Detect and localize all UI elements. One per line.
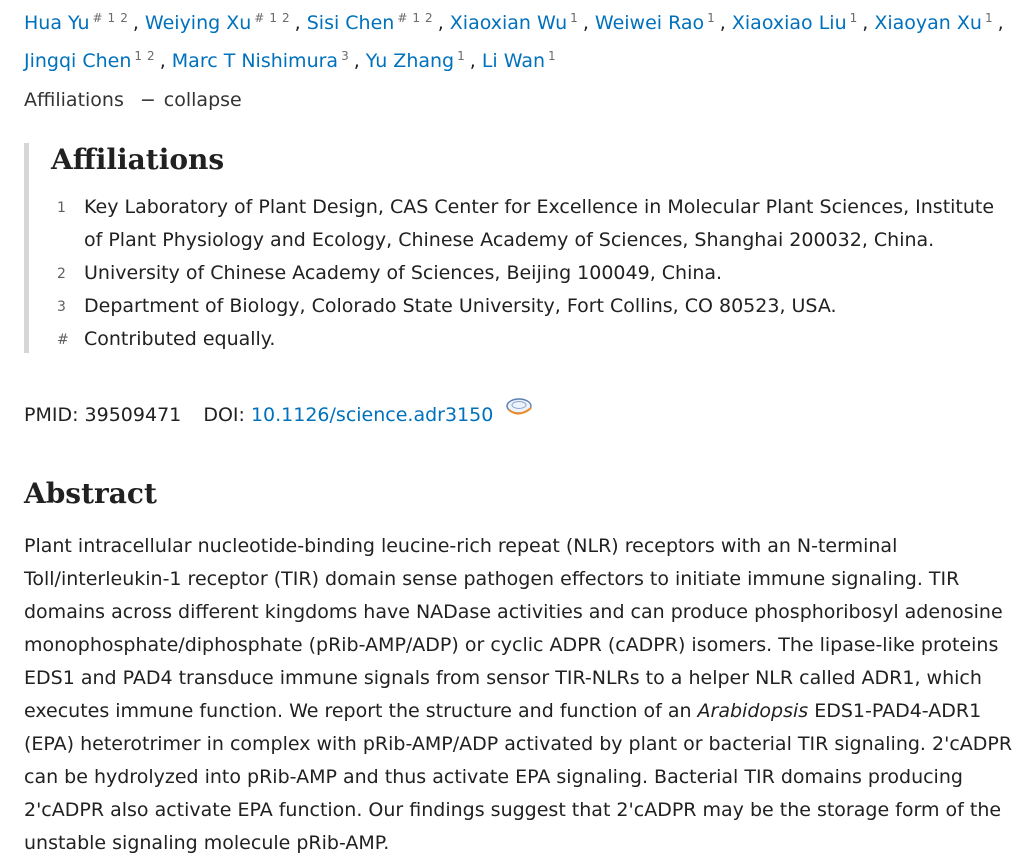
author-affiliation-refs: [707, 11, 720, 25]
author-affiliation-refs: [341, 49, 354, 63]
affiliation-item: [51, 191, 1009, 257]
affiliation-item: [51, 290, 1009, 323]
affiliation-ref[interactable]: 1: [412, 11, 421, 25]
affiliation-ref[interactable]: 1: [134, 49, 143, 63]
abstract-italic-term: Arabidopsis: [697, 700, 809, 722]
author-affiliation-refs: [254, 11, 294, 25]
author-link[interactable]: Jingqi Chen: [24, 50, 132, 72]
author-link[interactable]: Xiaoyan Xu: [874, 12, 982, 34]
affiliation-ref[interactable]: 2: [120, 11, 128, 25]
author-link[interactable]: Weiying Xu: [144, 12, 252, 34]
affiliations-panel: [24, 143, 1009, 353]
author-link[interactable]: Xiaoxiao Liu: [731, 12, 847, 34]
author-link[interactable]: Xiaoxian Wu: [449, 12, 568, 34]
author-affiliation-refs: [457, 49, 470, 63]
affiliations-toggle-action: collapse: [163, 89, 242, 111]
affiliations-toggle[interactable]: [24, 86, 242, 114]
author-link[interactable]: Yu Zhang: [365, 50, 455, 72]
affiliation-number: 2: [57, 266, 66, 282]
affiliation-ref[interactable]: 2: [425, 11, 433, 25]
affiliation-ref[interactable]: 1: [707, 11, 715, 25]
author-affiliation-refs: [92, 11, 132, 25]
article-identifiers: [24, 396, 535, 431]
affiliation-ref[interactable]: 3: [341, 49, 349, 63]
author-affiliation-refs: [850, 11, 863, 25]
pmid-label: PMID:: [24, 404, 79, 426]
affiliations-heading: Affiliations: [51, 143, 225, 176]
pmid-value: 39509471: [84, 404, 182, 426]
affiliation-ref[interactable]: 1: [457, 49, 465, 63]
author-affiliation-refs: [548, 49, 561, 63]
affiliation-number: #: [57, 332, 69, 348]
doi-label: DOI:: [203, 404, 245, 426]
author-affiliation-refs: [134, 49, 159, 63]
abstract-heading: Abstract: [24, 477, 157, 510]
affiliation-text: Contributed equally.: [84, 328, 276, 350]
affiliation-item: [51, 257, 1009, 290]
author-list: Hua Yu $^{\# 1 2}$ , Weiying Xu $^{\# 1 2}$ , Sisi Chen $^{\# 1 2}$ , Xiaoxian Wu $^1$ , Weiwei Rao $^1$ , Xiaoxiao Liu $^1$ , Xiaoyan Xu $^1$ , Jingqi Chen $^{1 2}$ , Marc T Nishimura $^3$ , Yu Zhang $^1$ , Li Wan $^1$: [24, 2, 1014, 78]
author-link[interactable]: Li Wan: [481, 50, 546, 72]
affiliations-toggle-label: Affiliations: [24, 89, 124, 111]
author-link[interactable]: Weiwei Rao: [594, 12, 705, 34]
affiliation-ref[interactable]: #: [254, 11, 265, 25]
affiliation-ref[interactable]: 1: [984, 11, 993, 25]
affiliation-text: Key Laboratory of Plant Design, CAS Center for Excellence in Molecular Plant Sciences, Institute of Plant Physiology and Ecology, Chinese Academy of Sciences, Shanghai 200032, China.: [84, 196, 995, 251]
author-link[interactable]: Marc T Nishimura: [171, 50, 339, 72]
affiliation-ref[interactable]: 1: [269, 11, 277, 25]
affiliation-text: Department of Biology, Colorado State University, Fort Collins, CO 80523, USA.: [84, 295, 837, 317]
affiliation-ref[interactable]: 2: [147, 49, 155, 63]
affiliation-ref[interactable]: 2: [282, 11, 290, 25]
author-affiliation-refs: [985, 11, 998, 25]
external-link-icon[interactable]: [505, 396, 535, 428]
abstract-text-part: Plant intracellular nucleotide-binding leucine-rich repeat (NLR) receptors with an N-terminal Toll/interleukin-1 receptor (TIR) domain sense pathogen effectors to initiate immune signaling. TIR domains across different kingdoms have NADase activities and can produce phosphoribosyl adenosine monophosphate/diphosphate (pRib-AMP/ADP) or cyclic ADPR (cADPR) isomers. The lipase-like proteins EDS1 and PAD4 transduce immune signals from sensor TIR-NLRs to a helper NLR called ADR1, which executes immune function. We report the structure and function of an: [24, 535, 1003, 722]
author-link[interactable]: Hua Yu: [24, 12, 90, 34]
affiliations-list: [51, 191, 1009, 356]
affiliation-ref[interactable]: 1: [570, 11, 578, 25]
affiliation-ref[interactable]: 1: [548, 49, 556, 63]
collapse-dash-icon: −: [139, 89, 156, 111]
doi-link[interactable]: 10.1126/science.adr3150: [250, 404, 494, 426]
affiliation-ref[interactable]: #: [397, 11, 408, 25]
affiliation-text: University of Chinese Academy of Sciences, Beijing 100049, China.: [84, 262, 723, 284]
affiliation-item: [51, 323, 1009, 356]
author-link[interactable]: Sisi Chen: [306, 12, 395, 34]
affiliation-number: 3: [57, 299, 66, 315]
affiliation-ref[interactable]: #: [92, 11, 103, 25]
affiliation-ref[interactable]: 1: [849, 11, 858, 25]
abstract-text: [24, 530, 1014, 860]
affiliation-ref[interactable]: 1: [107, 11, 116, 25]
affiliation-number: 1: [57, 200, 66, 216]
author-affiliation-refs: [397, 11, 437, 25]
abstract-text-part: EDS1-PAD4-ADR1 (EPA) heterotrimer in complex with pRib-AMP/ADP activated by plant or bacterial TIR signaling. 2'cADPR can be hydrolyzed into pRib-AMP and thus activate EPA signaling. Bacterial TIR domains producing 2'cADPR also activate EPA function. Our findings suggest that 2'cADPR may be the storage form of the unstable signaling molecule pRib-AMP.: [24, 700, 1013, 854]
author-affiliation-refs: [570, 11, 583, 25]
